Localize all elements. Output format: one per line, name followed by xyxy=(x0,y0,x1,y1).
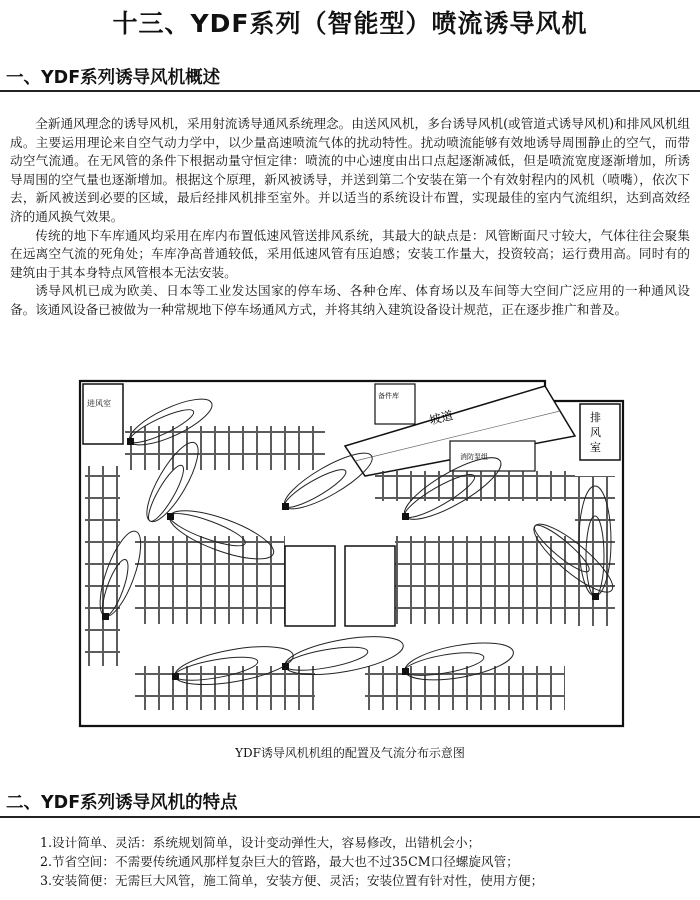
stair-core xyxy=(345,546,395,626)
fan-unit xyxy=(282,503,289,510)
section-heading-overview: 一、YDF系列诱导风机概述 xyxy=(6,68,221,88)
fan-unit xyxy=(172,673,179,680)
list-item: 1.设计简单、灵活：系统规划简单，设计变动弹性大，容易修改，出错机会小； xyxy=(40,835,481,850)
airflow-diagram xyxy=(75,366,625,728)
stair-core xyxy=(285,546,335,626)
fan-unit xyxy=(127,438,134,445)
exhaust-label-3: 室 xyxy=(590,441,601,454)
paragraph: 诱导风机已成为欧美、日本等工业发达国家的停车场、各种仓库、体育场以及车间等大空间广泛应用的一种通风设备。该通风设备已被做为一种常规地下停车场通风方式，并将其纳入建筑设备设计规范，正在逐步推广和普及。 xyxy=(10,283,690,317)
page-title: 十三、YDF系列（智能型）喷流诱导风机 xyxy=(112,9,588,38)
intake-room-label: 进风室 xyxy=(87,399,111,408)
parking-block xyxy=(575,476,615,626)
list-item: 3.安装简便：无需巨大风管，施工简单，安装方便、灵活；安装位置有针对性，使用方便； xyxy=(40,873,544,888)
list-item: 2.节省空间：不需要传统通风那样复杂巨大的管路，最大也不过35CM口径螺旋风管； xyxy=(40,854,519,869)
exhaust-label-full: 排风室 xyxy=(75,366,78,367)
fire-pump-label: 消防泵组 xyxy=(460,453,488,461)
parking-block xyxy=(135,580,285,624)
parking-block xyxy=(395,536,575,580)
section-divider xyxy=(0,90,700,92)
intake-room xyxy=(83,384,123,444)
fan-unit xyxy=(167,513,174,520)
section-heading-features: 二、YDF系列诱导风机的特点 xyxy=(6,793,238,813)
fan-unit xyxy=(282,663,289,670)
section-divider xyxy=(0,816,700,818)
parking-block xyxy=(395,580,575,624)
fan-unit xyxy=(402,513,409,520)
exhaust-label-2: 风 xyxy=(590,426,601,439)
fan-unit xyxy=(102,613,109,620)
parking-block xyxy=(365,666,565,710)
paragraph: 传统的地下车库通风均采用在库内布置低速风管送排风系统，其最大的缺点是：风管断面尺寸较大，气体往往会聚集在远离空气流的死角处；车库净高普通较低，采用低速风管有压迫感；安装工作量大，投资较高；运行费用高。同时有的建筑由于其本身特点风管根本无法安装。 xyxy=(10,227,690,280)
features-list xyxy=(40,833,543,890)
fan-unit xyxy=(592,593,599,600)
figure-caption: YDF诱导风机机组的配置及气流分布示意图 xyxy=(235,746,465,760)
parking-block xyxy=(135,666,315,710)
overview-text xyxy=(10,115,690,320)
storage-room xyxy=(375,384,415,424)
parking-block xyxy=(85,466,120,666)
ramp-label: 坡道 xyxy=(427,408,455,428)
parking-block xyxy=(135,536,285,580)
storage-label: 备件库 xyxy=(378,392,399,400)
paragraph: 全新通风理念的诱导风机，采用射流诱导通风系统理念。由送风风机，多台诱导风机(或管道式诱导风机)和排风风机组成。主要运用理论来自空气动力学中，以少量高速喷流气体的扰动特性。扰动喷流能够有效地诱导周围静止的空气，而带动空气流通。在无风管的条件下根据动量守恒定律：喷流的中心速度由出口点起逐渐减低，但是喷流宽度逐渐增加，所诱导周围的空气量也逐渐增加。根据这个原理，新风被诱导，并送到第二个安装在第一个有效射程内的风机（喷嘴），依次下去，新风被送到必要的区域，最后经排风机排至室外。并以适当的系统设计布置，实现最佳的室内气流组织，达到高效经济的通风换气效果。 xyxy=(10,116,690,224)
fan-unit xyxy=(402,668,409,675)
exhaust-label-1: 排 xyxy=(590,411,601,424)
parking-block xyxy=(125,426,325,470)
parking-block xyxy=(375,471,575,501)
